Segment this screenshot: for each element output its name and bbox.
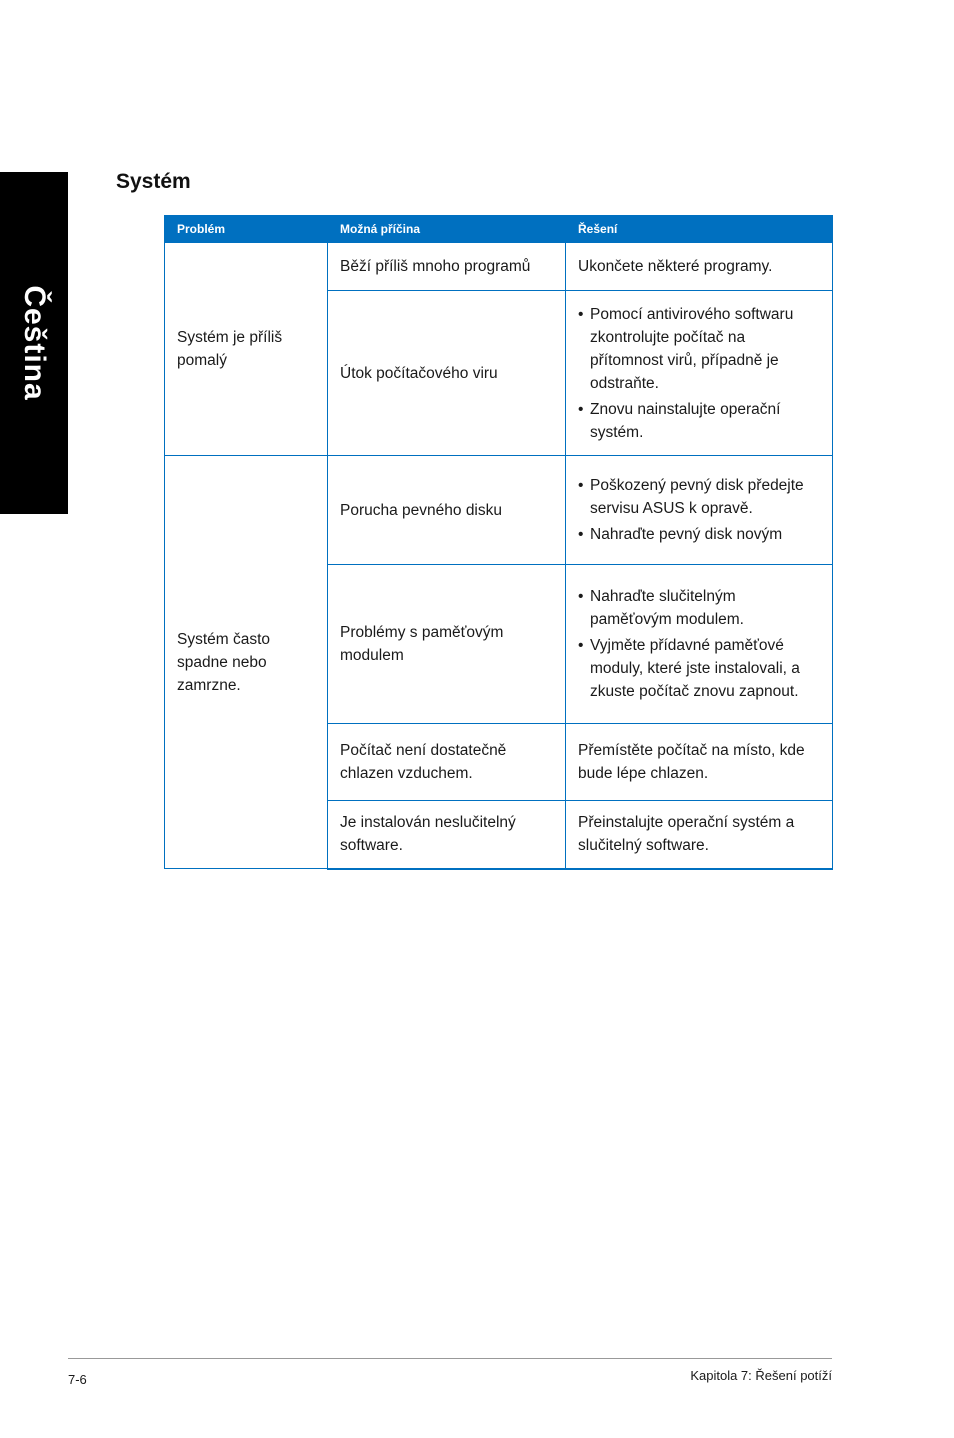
solution-bullet: • Vyjměte přídavné paměťové moduly, které jste instalovali, a zkuste počítač znovu zapnout. (578, 634, 820, 703)
solution-cell (566, 456, 833, 565)
chapter-title: Kapitola 7: Řešení potíží (690, 1368, 832, 1383)
solution-bullet: • Znovu nainstalujte operační systém. (578, 398, 820, 444)
table-row (165, 456, 833, 565)
cause-cell: Počítač není dostatečně chlazen vzduchem. (328, 724, 566, 801)
solution-cell: Ukončete některé programy. (566, 243, 833, 291)
cause-cell: Problémy s paměťovým modulem (328, 565, 566, 724)
table-header-row (165, 216, 833, 243)
footer-divider (68, 1358, 832, 1359)
solution-cell: Přemístěte počítač na místo, kde bude lépe chlazen. (566, 724, 833, 801)
cause-cell: Je instalován neslučitelný software. (328, 801, 566, 869)
cause-cell: Útok počítačového viru (328, 291, 566, 456)
header-cause: Možná příčina (328, 216, 566, 243)
solution-list (578, 585, 820, 703)
language-label: Čeština (18, 285, 51, 401)
problem-cell: Systém je příliš pomalý (165, 243, 328, 456)
cause-cell: Porucha pevného disku (328, 456, 566, 565)
troubleshooting-table (164, 215, 833, 870)
solution-list (578, 474, 820, 546)
solution-cell (566, 291, 833, 456)
solution-list (578, 303, 820, 444)
solution-bullet: • Pomocí antivirového softwaru zkontrolujte počítač na přítomnost virů, případně je odstraňte. (578, 303, 820, 395)
header-problem: Problém (165, 216, 328, 243)
header-solution: Řešení (566, 216, 833, 243)
cause-cell: Běží příliš mnoho programů (328, 243, 566, 291)
solution-bullet: • Poškozený pevný disk předejte servisu ASUS k opravě. (578, 474, 820, 520)
language-side-tab (0, 172, 68, 514)
section-title: Systém (116, 170, 191, 193)
solution-cell (566, 565, 833, 724)
solution-cell: Přeinstalujte operační systém a slučitelný software. (566, 801, 833, 869)
problem-cell: Systém často spadne nebo zamrzne. (165, 456, 328, 869)
solution-bullet: • Nahraďte slučitelným paměťovým modulem. (578, 585, 820, 631)
solution-bullet: • Nahraďte pevný disk novým (578, 523, 820, 546)
table-row (165, 243, 833, 291)
page-number: 7-6 (68, 1372, 87, 1387)
